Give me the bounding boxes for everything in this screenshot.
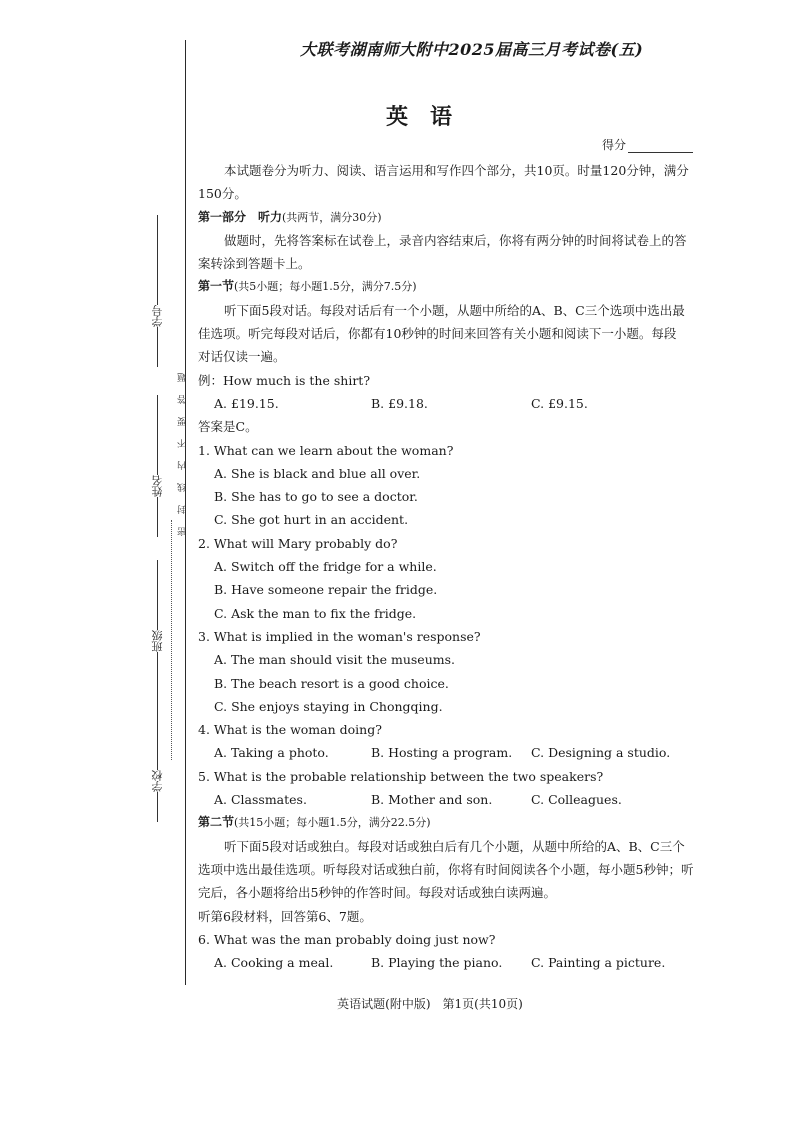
instruction-line: 听下面5段对话或独白。每段对话或独白后有几个小题，从题中所给的A、B、C三个: [224, 838, 685, 854]
option: A. She is black and blue all over.: [214, 465, 421, 481]
option: A. Switch off the fridge for a while.: [214, 559, 437, 575]
binding-dotted-line: [171, 520, 172, 760]
instruction-line: 做题时，先将答案标在试卷上，录音内容结束后，你将有两分钟的时间将试卷上的答: [224, 232, 687, 248]
options-row: [198, 788, 702, 811]
seal-line-notice: 密封线内不要答题: [178, 360, 188, 536]
instruction-line: 对话仅读一遍。: [198, 349, 286, 365]
options-row: [198, 951, 702, 974]
option: B. Playing the piano.: [371, 955, 503, 971]
field-student-number[interactable]: 学号: [150, 215, 166, 367]
option: A. The man should visit the museums.: [214, 652, 455, 668]
page-title: 英语: [385, 104, 474, 130]
material-note: 听第6段材料，回答第6、7题。: [198, 908, 372, 924]
option: B. The beach resort is a good choice.: [214, 675, 449, 691]
options-row: [198, 741, 702, 764]
score-field[interactable]: 得分: [602, 136, 693, 153]
question-stem: 1. What can we learn about the woman?: [198, 442, 454, 458]
page-footer: 英语试题(附中版) 第1页(共10页): [337, 997, 523, 1011]
option: C. Ask the man to fix the fridge.: [214, 605, 417, 621]
section2-heading: 第二节(共15小题；每小题1.5分，满分22.5分): [198, 815, 431, 830]
instruction-line: 案转涂到答题卡上。: [198, 256, 311, 272]
option: B. She has to go to see a doctor.: [214, 489, 418, 505]
option: C. She got hurt in an accident.: [214, 512, 409, 528]
option: B. Mother and son.: [371, 792, 493, 808]
field-name[interactable]: 姓名: [150, 395, 166, 537]
intro-line: 本试题卷分为听力、阅读、语言运用和写作四个部分，共10页。时量120分钟，满分: [224, 163, 689, 178]
option: C. Designing a studio.: [531, 745, 671, 761]
instruction-line: 听下面5段对话。每段对话后有一个小题，从题中所给的A、B、C三个选项中选出最: [224, 302, 685, 318]
option: B. Hosting a program.: [371, 745, 513, 761]
question-stem: 4. What is the woman doing?: [198, 722, 382, 738]
field-school[interactable]: 学校: [150, 700, 166, 822]
option: A. Classmates.: [214, 792, 307, 808]
part1-heading: 第一部分 听力(共两节，满分30分): [198, 209, 382, 224]
exam-header: 大联考湖南师大附中2025届高三月考试卷(五): [300, 40, 644, 59]
instruction-line: 完后，各小题将给出5秒钟的作答时间。每段对话或独白读两遍。: [198, 885, 556, 901]
question-stem: 3. What is implied in the woman's response?: [198, 628, 481, 644]
intro-line: 150分。: [198, 186, 247, 202]
example-answer: 答案是C。: [198, 419, 258, 435]
option: C. £9.15.: [531, 395, 588, 411]
question-stem: 2. What will Mary probably do?: [198, 535, 398, 551]
exam-content: [198, 159, 702, 974]
field-class[interactable]: 班级: [150, 560, 166, 712]
option: C. Painting a picture.: [531, 955, 666, 971]
example-question: 例：How much is the shirt?: [198, 372, 371, 388]
example-options: [198, 392, 702, 415]
option: A. Cooking a meal.: [214, 955, 334, 971]
question-stem: 5. What is the probable relationship between the two speakers?: [198, 768, 604, 784]
question-stem: 6. What was the man probably doing just now?: [198, 931, 496, 947]
instruction-line: 选项中选出最佳选项。听每段对话或独白前，你将有时间阅读各个小题，每小题5秒钟；听: [198, 861, 694, 877]
instruction-line: 佳选项。听完每段对话后，你都有10秒钟的时间来回答有关小题和阅读下一小题。每段: [198, 326, 677, 342]
option: B. Have someone repair the fridge.: [214, 582, 438, 598]
option: C. Colleagues.: [531, 792, 622, 808]
section1-heading: 第一节(共5小题；每小题1.5分，满分7.5分): [198, 279, 417, 294]
option: A. Taking a photo.: [214, 745, 329, 761]
option: A. £19.15.: [214, 395, 279, 411]
option: B. £9.18.: [371, 395, 428, 411]
option: C. She enjoys staying in Chongqing.: [214, 698, 443, 714]
